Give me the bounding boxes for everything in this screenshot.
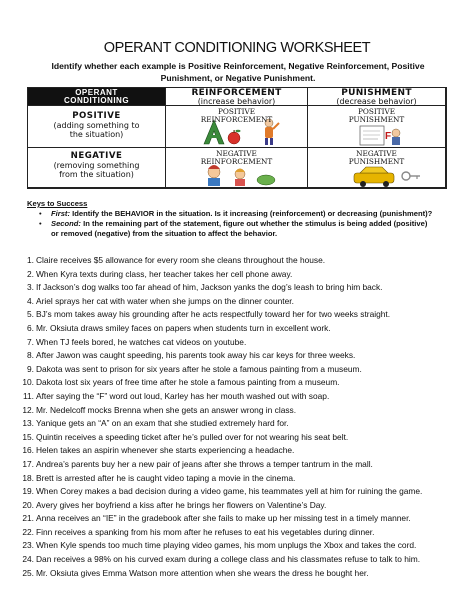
item-number: 24.: [22, 554, 34, 565]
item-text: Ariel sprays her cat with water when she jumps on the dinner counter.: [36, 295, 294, 306]
list-item: [14, 539, 464, 553]
item-number: 12.: [22, 404, 34, 415]
item-number: 3.: [27, 282, 34, 293]
item-text: When TJ feels bored, he watches cat videos on youtube.: [36, 336, 247, 347]
neg-pun-caption: [308, 150, 445, 166]
neg-reinf-caption: [166, 150, 307, 166]
item-text: Mr. Nedelcoff mocks Brenna when she gets an answer wrong in class.: [36, 404, 297, 415]
item-number: 11.: [22, 390, 34, 401]
negative-sub-2: from the situation): [59, 170, 134, 179]
key-second-text-1: In the remaining part of the statement, figure out whether the stimulus is being added (positive): [83, 219, 428, 228]
item-number: 17.: [22, 458, 34, 469]
item-text: Brett is arrested after he is caught video taping a movie in the cinema.: [36, 472, 296, 483]
item-text: Avery gives her boyfriend a kiss after he brings her flowers on Valentine’s Day.: [36, 499, 327, 510]
list-item: [14, 458, 464, 472]
item-number: 18.: [22, 472, 34, 483]
positive-row-label: [28, 106, 166, 148]
item-text: Dakota lost six years of free time after he stole a famous painting from a museum.: [36, 377, 340, 388]
list-item: [14, 295, 464, 309]
item-number: 23.: [22, 540, 34, 551]
list-item: [14, 404, 464, 418]
reinforcement-title: REINFORCEMENT: [191, 88, 282, 98]
list-item: [14, 472, 464, 486]
list-item: [14, 567, 464, 581]
neg-pun-line-1: NEGATIVE: [356, 149, 397, 158]
key-second-continued: [27, 229, 457, 239]
pos-reinf-caption: [166, 108, 307, 124]
key-first: [27, 209, 457, 219]
list-item: [14, 526, 464, 540]
item-number: 1.: [27, 255, 34, 265]
neg-reinf-line-2: REINFORCEMENT: [200, 157, 273, 166]
instructions: Identify whether each example is Positive Reinforcement, Negative Reinforcement, Positive Punishment, or Negative Punishment.: [51, 61, 425, 83]
negative-sub-1: (removing something: [53, 161, 140, 170]
item-text: If Jackson’s dog walks too far ahead of him, Jackson yanks the dog’s leash to bring him back.: [36, 282, 383, 293]
item-text: Mr. Oksiuta gives Emma Watson more attention when she wears the dress he bought her.: [36, 567, 369, 578]
negative-reinforcement-cell: [166, 148, 308, 188]
example-list: [14, 254, 464, 580]
item-text: Dan receives a 98% on his curved exam during a college class and his classmates refuse to talk to him.: [36, 554, 421, 565]
list-item: [14, 322, 464, 336]
item-number: 10.: [22, 377, 34, 388]
item-text: Yanique gets an “A” on an exam that she studied extremely hard for.: [36, 418, 289, 429]
list-item: [14, 376, 464, 390]
list-item: [14, 390, 464, 404]
list-item: [14, 499, 464, 513]
key-first-text: Identify the BEHAVIOR in the situation. Is it increasing (reinforcement) or decreasing (punishment)?: [72, 209, 433, 218]
item-number: 13.: [22, 418, 34, 429]
pos-pun-line-2: PUNISHMENT: [348, 115, 405, 124]
pos-pun-line-1: POSITIVE: [357, 107, 396, 116]
punishment-subtitle: (decrease behavior): [336, 97, 417, 106]
corner-line-2: CONDITIONING: [63, 96, 130, 105]
negative-punishment-cell: [308, 148, 446, 188]
keys-title: Keys to Success: [27, 199, 88, 208]
item-text: Quintin receives a speeding ticket after he’s pulled over for not wearing his seat belt.: [36, 431, 349, 442]
list-item: [14, 281, 464, 295]
list-item: [14, 268, 464, 282]
item-number: 22.: [22, 526, 34, 537]
pos-reinf-line-2: REINFORCEMENT: [200, 115, 273, 124]
reinforcement-subtitle: (increase behavior): [197, 97, 276, 106]
item-text: Andrea’s parents buy her a new pair of jeans after she throws a temper tantrum in the mall.: [36, 458, 373, 469]
list-item: [14, 485, 464, 499]
reinforcement-header: [166, 88, 308, 106]
conditioning-table: [27, 87, 447, 189]
item-text: When Kyle spends too much time playing video games, his mom unplugs the Xbox and takes the cord.: [36, 540, 417, 551]
list-item: [14, 444, 464, 458]
positive-punishment-cell: [308, 106, 446, 148]
positive-sub-1: (adding something to: [53, 121, 140, 130]
item-text: Helen takes an aspirin whenever she starts experiencing a headache.: [36, 445, 295, 456]
item-number: 15.: [22, 431, 34, 442]
item-number: 21.: [22, 513, 34, 524]
item-number: 16.: [22, 445, 34, 456]
neg-pun-line-2: PUNISHMENT: [348, 157, 405, 166]
item-number: 20.: [22, 499, 34, 510]
item-number: 7.: [27, 336, 34, 347]
item-text: When Kyra texts during class, her teacher takes her cell phone away.: [36, 268, 293, 279]
svg-text:F: F: [385, 131, 392, 142]
table-corner-header: [28, 88, 166, 106]
page-title: OPERANT CONDITIONING WORKSHEET: [103, 40, 371, 56]
item-text: When Corey makes a bad decision during a video game, his teammates yell at him for ruining the game.: [36, 486, 423, 497]
list-item: [14, 363, 464, 377]
list-item: [14, 336, 464, 350]
positive-sub-2: the situation): [69, 130, 124, 139]
item-text: Dakota was sent to prison for six years after he stole a famous painting from a museum.: [36, 363, 362, 374]
bullet-icon: •: [39, 209, 42, 218]
item-text: Claire receives $5 allowance for every room she cleans throughout the house.: [36, 255, 326, 265]
item-number: 2.: [27, 268, 34, 279]
item-text: After Jawon was caught speeding, his parents took away his car keys for three weeks.: [36, 350, 356, 361]
item-number: 4.: [27, 295, 34, 306]
neg-reinf-line-1: NEGATIVE: [216, 149, 257, 158]
punishment-title: PUNISHMENT: [341, 88, 412, 98]
punishment-header: [308, 88, 446, 106]
list-item: [14, 308, 464, 322]
pos-reinf-line-1: POSITIVE: [217, 107, 256, 116]
list-item: [14, 349, 464, 363]
item-number: 5.: [27, 309, 34, 320]
key-second: [27, 219, 457, 229]
list-item: [14, 254, 464, 268]
list-item: [14, 431, 464, 445]
item-text: Anna receives an “IE” in the gradebook after she fails to make up her missing test in a timely manner.: [36, 513, 411, 524]
pos-pun-caption: [308, 108, 445, 124]
negative-label: NEGATIVE: [70, 151, 123, 161]
item-text: BJ’s mom takes away his grounding after he acts respectfully toward her for two weeks straight.: [36, 309, 391, 320]
positive-reinforcement-cell: [166, 106, 308, 148]
bullet-icon: •: [39, 219, 42, 228]
item-number: 8.: [27, 350, 34, 361]
key-second-text-2: or removed (negative) from the situation to affect the behavior.: [51, 229, 278, 238]
item-text: Mr. Oksiuta draws smiley faces on papers when students turn in excellent work.: [36, 322, 331, 333]
list-item: [14, 512, 464, 526]
negative-row-label: [28, 148, 166, 188]
key-second-label: Second:: [51, 219, 81, 228]
item-number: 6.: [27, 322, 34, 333]
key-first-label: First:: [51, 209, 70, 218]
item-number: 9.: [27, 363, 34, 374]
item-number: 25.: [22, 567, 34, 578]
item-text: After saying the “F” word out loud, Karley has her mouth washed out with soap.: [36, 390, 330, 401]
item-text: Finn receives a spanking from his mom after he refuses to eat his vegetables during dinner.: [36, 526, 375, 537]
list-item: [14, 553, 464, 567]
list-item: [14, 417, 464, 431]
corner-line-1: OPERANT: [75, 88, 118, 97]
positive-label: POSITIVE: [72, 111, 121, 121]
keys-to-success: [27, 199, 457, 239]
item-number: 19.: [22, 486, 34, 497]
